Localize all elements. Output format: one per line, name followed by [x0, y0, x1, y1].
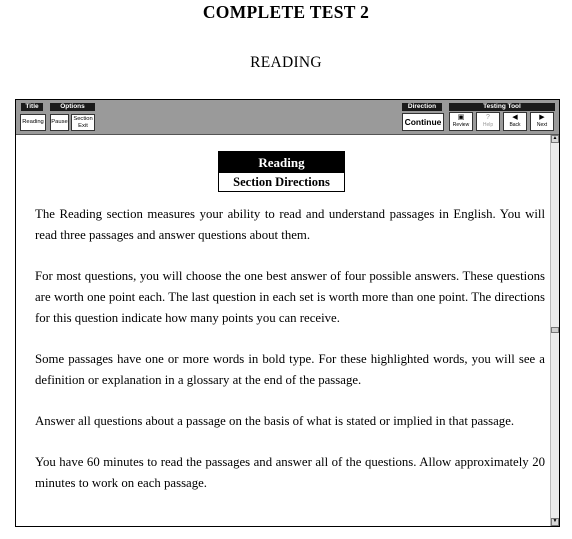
review-label: Review	[452, 122, 470, 128]
toolbar	[16, 100, 559, 135]
directions-text	[35, 204, 545, 514]
paragraph: Answer all questions about a passage on the basis of what is stated or implied in that passage.	[35, 414, 515, 428]
test-window	[15, 99, 560, 527]
pause-button[interactable]: Pause	[50, 114, 69, 131]
title-reading-button[interactable]: Reading	[20, 114, 46, 131]
review-button[interactable]	[449, 112, 473, 131]
back-label: Back	[509, 122, 521, 128]
next-label: Next	[536, 122, 548, 128]
scroll-down-icon[interactable]: ▼	[552, 519, 558, 524]
back-arrow-icon: ◀	[512, 114, 518, 121]
help-label: Help	[482, 122, 494, 128]
title-group-label: Title	[21, 103, 43, 111]
paragraph: You have 60 minutes to read the passages and answer all of the questions. Allow approximately 20 minutes to work on each passage.	[35, 455, 545, 490]
page-title: COMPLETE TEST 2	[202, 2, 370, 22]
section-exit-button[interactable]: Section Exit	[71, 114, 95, 131]
section-header-subtitle: Section Directions	[219, 173, 344, 191]
testing-tools-group-label: Testing Tool	[449, 103, 555, 111]
direction-group-label: Direction	[402, 103, 442, 111]
next-button[interactable]	[530, 112, 554, 131]
scroll-up-icon[interactable]: ▲	[552, 136, 558, 141]
vertical-scrollbar[interactable]	[550, 135, 559, 526]
options-group-label: Options	[50, 103, 95, 111]
section-header-box	[218, 151, 345, 192]
help-icon: ?	[486, 114, 490, 121]
review-icon: ▣	[457, 114, 465, 121]
paragraph: Some passages have one or more words in bold type. For these highlighted words, you will see a definition or explanation in a glossary at the end of the passage.	[35, 352, 545, 387]
continue-button[interactable]: Continue	[402, 113, 444, 131]
help-button[interactable]	[476, 112, 500, 131]
paragraph: For most questions, you will choose the one best answer of four possible answers. These questions are worth one point each. The last question in each set is worth more than one point. The directions for this question indicate how many points you can receive.	[35, 269, 545, 325]
paragraph: The Reading section measures your ability to read and understand passages in English. You will read three passages and answer questions about them.	[35, 207, 545, 242]
scroll-thumb[interactable]	[551, 327, 559, 333]
section-title: READING	[250, 54, 322, 71]
back-button[interactable]	[503, 112, 527, 131]
section-header-title: Reading	[219, 152, 344, 173]
next-arrow-icon: ▶	[539, 114, 545, 121]
